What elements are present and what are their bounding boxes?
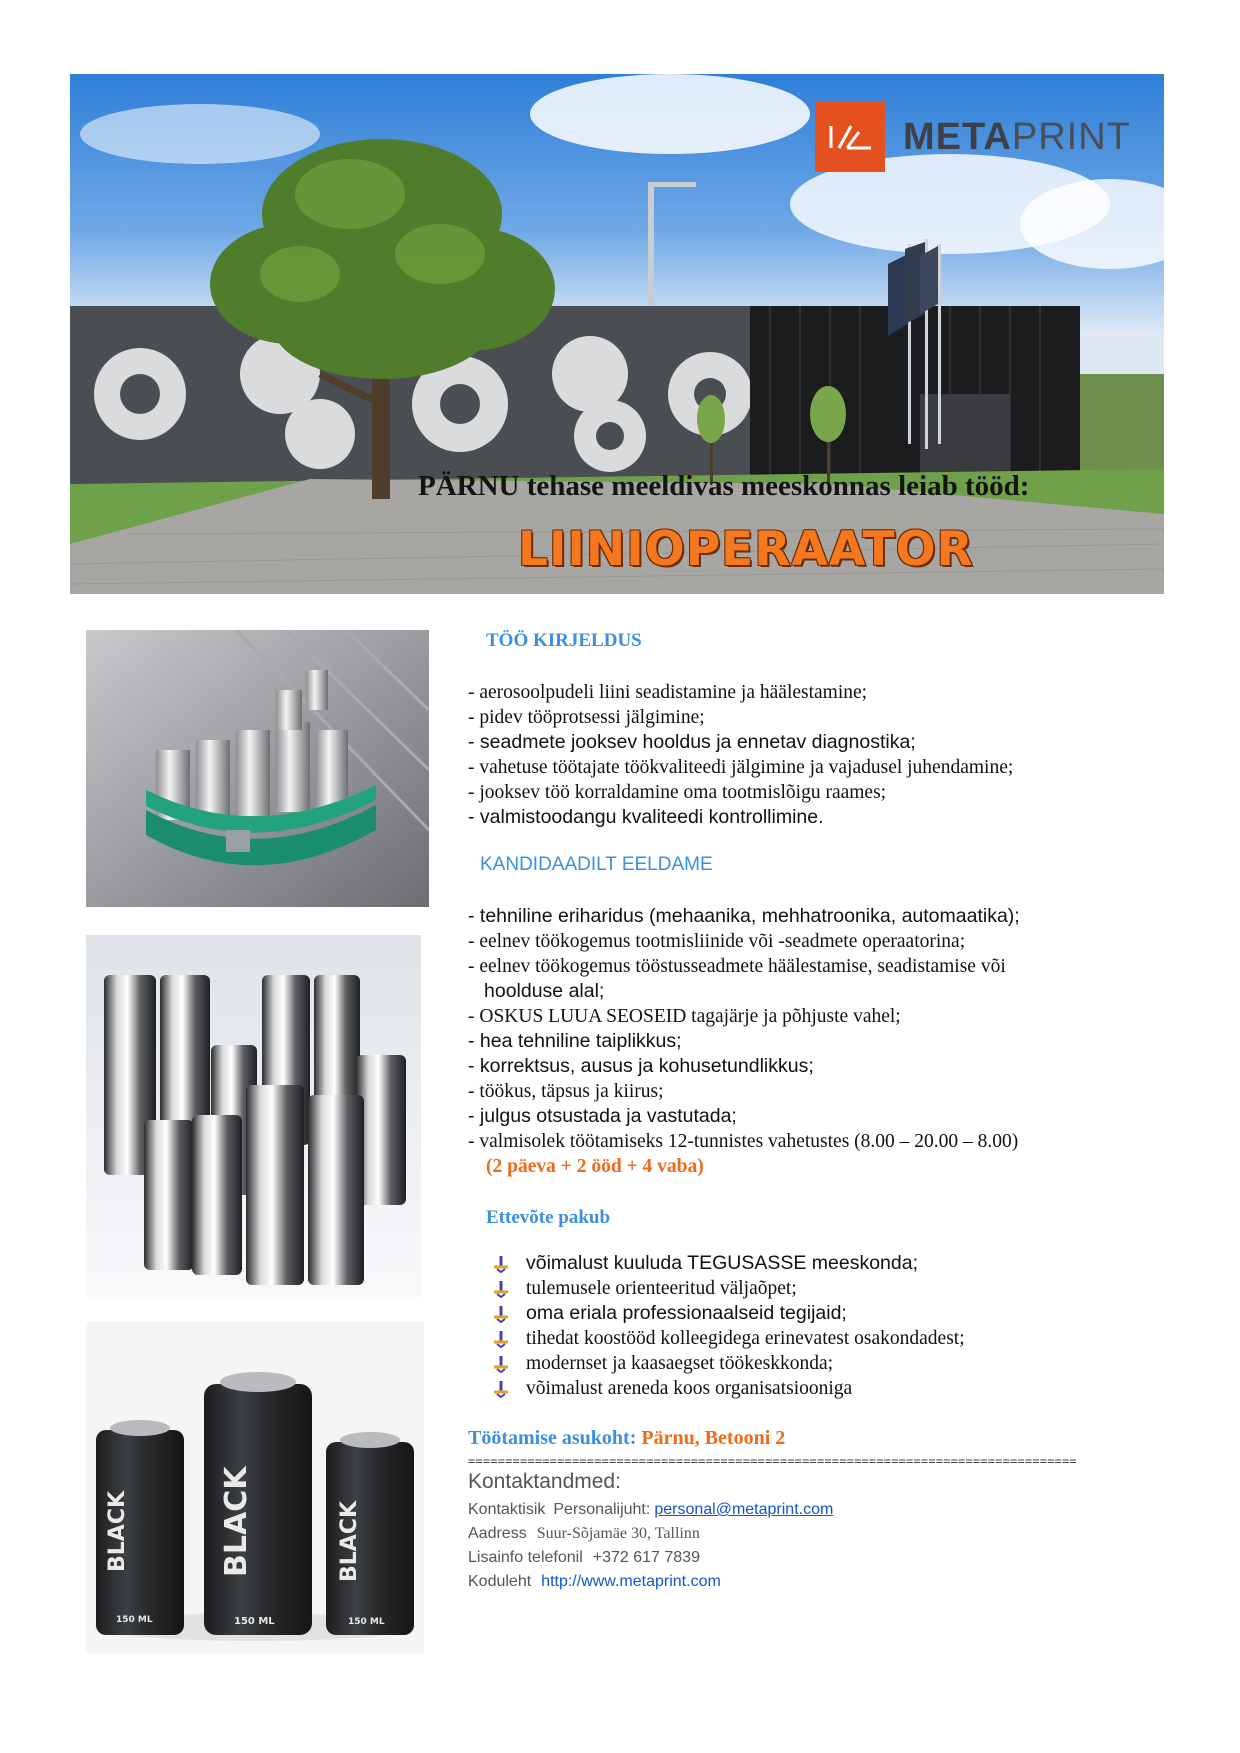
- contact-person-role: Personalijuht:: [553, 1501, 651, 1518]
- website-link[interactable]: http://www.metaprint.com: [541, 1573, 721, 1590]
- benefit-item: [468, 1326, 1208, 1351]
- list-item: - OSKUS LUUA SEOSEID tagajärje ja põhjuste vahel;: [468, 1006, 901, 1027]
- logo-wordmark: METAPRINT: [903, 115, 1131, 158]
- list-item: - hea tehniline taiplikkus;: [468, 1030, 682, 1052]
- list-item: - aerosoolpudeli liini seadistamine ja häälestamine;: [468, 682, 868, 703]
- benefit-label: võimalust areneda koos organisatsiooniga: [526, 1378, 853, 1399]
- arrow-bullet-icon: [492, 1355, 510, 1373]
- job-description-list: [468, 680, 1208, 830]
- list-item: - eelnev töökogemus tootmisliinide või -seadmete operaatorina;: [468, 931, 966, 952]
- list-item: - valmisolek töötamiseks 12-tunnistes vahetustes (8.00 – 20.00 – 8.00): [468, 1131, 1019, 1152]
- benefit-item: [468, 1301, 1208, 1326]
- benefit-label: modernset ja kaasaegset töökeskkonda;: [526, 1353, 834, 1374]
- black-spray-cans-photo: [86, 1322, 424, 1653]
- list-item: - pidev tööprotsessi jälgimine;: [468, 707, 705, 728]
- address-row: [468, 1522, 1208, 1546]
- production-line-photo: [86, 630, 429, 907]
- requirements-heading: KANDIDAADILT EELDAME: [480, 854, 713, 875]
- logo-mark-icon: [815, 102, 885, 172]
- arrow-bullet-icon: [492, 1380, 510, 1398]
- can-volume: 150 ML: [348, 1617, 385, 1627]
- address-value: Suur-Sõjamäe 30, Tallinn: [536, 1525, 700, 1542]
- phone-value: +372 617 7839: [592, 1549, 700, 1566]
- contact-person-label: Kontaktisik: [468, 1501, 546, 1518]
- email-link[interactable]: personal@metaprint.com: [654, 1501, 834, 1518]
- can-volume: 150 ML: [116, 1615, 153, 1625]
- can-volume: 150 ML: [234, 1616, 275, 1627]
- list-item: - jooksev töö korraldamine oma tootmislõigu raames;: [468, 782, 887, 803]
- contacts-heading: Kontaktandmed:: [468, 1470, 621, 1493]
- job-description-heading: TÖÖ KIRJELDUS: [486, 630, 642, 651]
- arrow-bullet-icon: [492, 1330, 510, 1348]
- list-item: - korrektsus, ausus ja kohusetundlikkus;: [468, 1055, 814, 1077]
- metaprint-logo: [815, 102, 1131, 172]
- benefit-item: [468, 1351, 1208, 1376]
- can-label: BLACK: [337, 1500, 362, 1582]
- list-item: - eelnev töökogemus tööstusseadmete häälestamise, seadistamise või: [468, 956, 1006, 977]
- arrow-bullet-icon: [492, 1280, 510, 1298]
- benefits-list: [468, 1251, 1208, 1401]
- benefit-item: [468, 1276, 1208, 1301]
- phone-label: Lisainfo telefonil: [468, 1549, 583, 1566]
- website-label: Koduleht: [468, 1573, 532, 1590]
- location-value: Pärnu, Betooni 2: [641, 1427, 786, 1449]
- list-item: - valmistoodangu kvaliteedi kontrollimine.: [468, 806, 824, 828]
- hero-banner: [70, 74, 1164, 594]
- list-item: - julgus otsustada ja vastutada;: [468, 1105, 737, 1127]
- list-item: hoolduse alal;: [484, 980, 605, 1002]
- list-item: - vahetuse töötajate töökvaliteedi jälgimine ja vajadusel juhendamine;: [468, 757, 1014, 778]
- phone-row: [468, 1546, 1208, 1570]
- benefit-item: [468, 1251, 1208, 1276]
- hero-headline: PÄRNU tehase meeldivas meeskonnas leiab tööd:: [418, 470, 1030, 502]
- separator-line: ==================================================================================: [468, 1454, 1077, 1468]
- job-title: LIINIOPERAATOR: [518, 522, 974, 577]
- list-item: - seadmete jooksev hooldus ja ennetav diagnostika;: [468, 731, 916, 753]
- arrow-bullet-icon: [492, 1255, 510, 1273]
- job-ad-content: [468, 630, 1208, 1594]
- work-location: [468, 1427, 1208, 1450]
- can-label: BLACK: [219, 1466, 254, 1577]
- requirements-list: [468, 904, 1208, 1179]
- website-row: [468, 1570, 1208, 1594]
- arrow-bullet-icon: [492, 1305, 510, 1323]
- list-item: - tehniline eriharidus (mehaanika, mehhatroonika, automaatika);: [468, 905, 1020, 927]
- benefit-label: oma eriala professionaalseid tegijaid;: [526, 1302, 847, 1324]
- contact-person-row: [468, 1498, 1208, 1522]
- address-label: Aadress: [468, 1525, 527, 1542]
- list-item: - töökus, täpsus ja kiirus;: [468, 1081, 664, 1102]
- aerosol-cans-photo: [86, 935, 421, 1297]
- benefit-item: [468, 1376, 1208, 1401]
- benefit-label: tulemusele orienteeritud väljaõpet;: [526, 1278, 797, 1299]
- can-label: BLACK: [105, 1490, 130, 1572]
- benefits-heading: Ettevõte pakub: [486, 1207, 611, 1228]
- benefit-label: võimalust kuuluda TEGUSASSE meeskonda;: [526, 1252, 918, 1274]
- benefit-label: tihedat koostööd kolleegidega erinevatest osakondadest;: [526, 1328, 965, 1349]
- schedule-note: (2 päeva + 2 ööd + 4 vaba): [486, 1156, 704, 1177]
- location-label: Töötamise asukoht:: [468, 1427, 637, 1449]
